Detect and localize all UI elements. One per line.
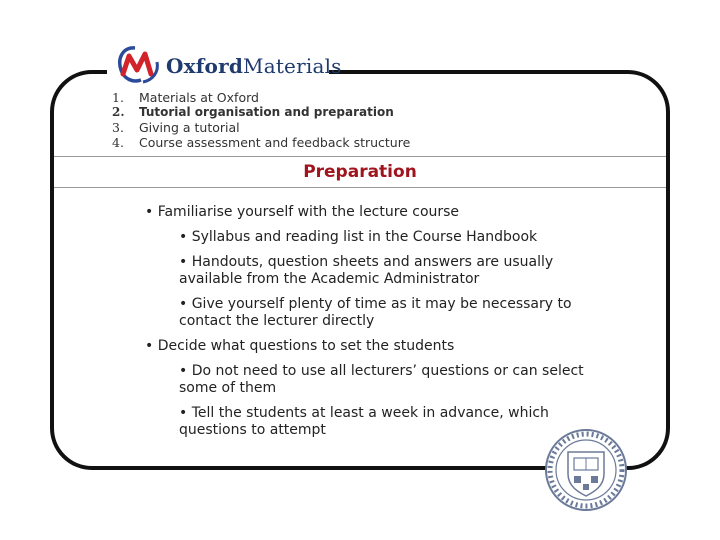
logo-part-materials: Materials	[243, 54, 342, 78]
outline-label: Materials at Oxford	[139, 90, 259, 105]
bullet-level2-cont: some of them	[179, 380, 277, 396]
bullet-level2: • Do not need to use all lecturers’ questions or can select	[179, 363, 584, 379]
logo-part-oxford: Oxford	[166, 54, 244, 78]
bullet-level2: • Handouts, question sheets and answers are usually	[179, 254, 554, 270]
bullet-level2: • Syllabus and reading list in the Course Handbook	[179, 229, 538, 245]
university-seal-icon	[544, 428, 628, 512]
outline-number: 1.	[112, 90, 124, 105]
section-title: Preparation	[303, 162, 417, 182]
outline-number: 2.	[112, 105, 125, 119]
bullet-level1: • Familiarise yourself with the lecture course	[145, 204, 460, 220]
outline-label: Course assessment and feedback structure	[139, 135, 411, 150]
outline-number: 3.	[112, 120, 124, 135]
outline-label: Giving a tutorial	[139, 120, 240, 135]
bullet-level2-cont: contact the lecturer directly	[179, 313, 375, 329]
bullet-level2-cont: available from the Academic Administrator	[179, 271, 480, 287]
outline-label: Tutorial organisation and preparation	[139, 105, 394, 119]
bullet-level2-cont: questions to attempt	[179, 422, 326, 438]
bullet-level2: • Give yourself plenty of time as it may be necessary to	[179, 296, 572, 312]
outline-number: 4.	[112, 135, 124, 150]
bullet-level1: • Decide what questions to set the students	[145, 338, 455, 354]
bullet-level2: • Tell the students at least a week in advance, which	[179, 405, 549, 421]
